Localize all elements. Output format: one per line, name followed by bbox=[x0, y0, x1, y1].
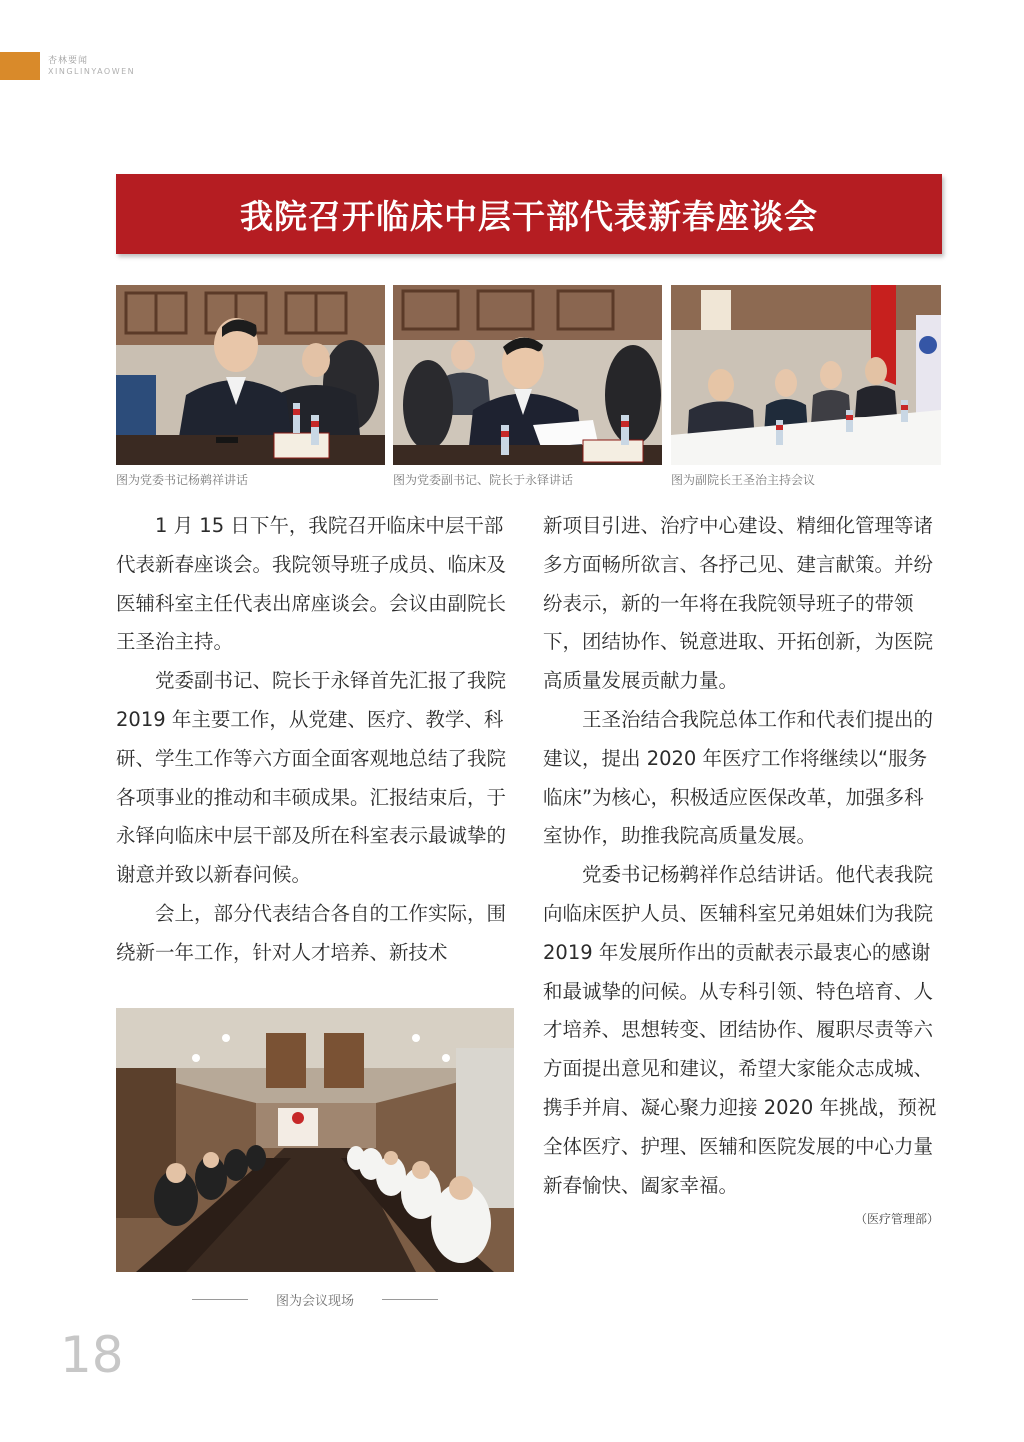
section-name: 杏林要闻 bbox=[48, 56, 89, 66]
paragraph: 党委副书记、院长于永铎首先汇报了我院 2019 年主要工作，从党建、医疗、教学、科研、学生工作等六方面全面客观地总结了我院各项事业的推动和丰硕成果。汇报结束后，于永铎向临床中层干部及所在科室表示最诚挚的谢意并致以新春问候。 bbox=[116, 669, 507, 887]
photo-vice-president-hosting bbox=[671, 285, 941, 465]
caption-rule-right bbox=[382, 1299, 438, 1300]
photo-caption: 图为党委书记杨鹈祥讲话 bbox=[116, 473, 249, 487]
caption-text: 图为会议现场 bbox=[275, 1294, 354, 1309]
photo-president-speech bbox=[393, 285, 662, 465]
article-title: 我院召开临床中层干部代表新春座谈会 bbox=[240, 196, 818, 236]
article-source: （医疗管理部） bbox=[854, 1212, 939, 1227]
paragraph: 党委书记杨鹈祥作总结讲话。他代表我院向临床医护人员、医辅科室兄弟姐妹们为我院 2019 年发展所作出的贡献表示最衷心的感谢和最诚挚的问候。从专科引领、特色培育、人才培养、思想转变、团结协作、履职尽责等六方面提出意见和建议，希望大家能众志成城、携手并肩、凝心聚力迎接 2020 年挑战，预祝全体医疗、护理、医辅和医院发展的中心力量新春愉快、阖家幸福。 bbox=[543, 863, 937, 1197]
paragraph: 新项目引进、治疗中心建设、精细化管理等诸多方面畅所欲言、各抒己见、建言献策。并纷纷表示，新的一年将在我院领导班子的带领下，团结协作、锐意进取、开拓创新，为医院高质量发展贡献力量。 bbox=[543, 514, 934, 693]
paragraph: 会上，部分代表结合各自的工作实际，围绕新一年工作，针对人才培养、新技术 bbox=[116, 901, 507, 964]
caption-rule-left bbox=[192, 1299, 248, 1300]
article-title-banner bbox=[116, 174, 942, 254]
photo-caption: 图为党委副书记、院长于永铎讲话 bbox=[393, 473, 574, 487]
section-name-pinyin: XINGLINYAOWEN bbox=[48, 67, 136, 76]
paragraph: 1 月 15 日下午，我院召开临床中层干部代表新春座谈会。我院领导班子成员、临床及医辅科室主任代表出席座谈会。会议由副院长王圣治主持。 bbox=[116, 514, 507, 654]
photo-party-secretary-speech bbox=[116, 285, 385, 465]
article-body-left-column bbox=[116, 507, 518, 973]
page-number: 18 bbox=[60, 1326, 124, 1384]
meeting-photo-caption bbox=[116, 1290, 514, 1309]
photo-meeting-room bbox=[116, 1008, 514, 1272]
article-body-right-column bbox=[543, 507, 943, 1229]
section-tab-marker bbox=[0, 52, 40, 80]
paragraph: 王圣治结合我院总体工作和代表们提出的建议，提出 2020 年医疗工作将继续以“服务临床”为核心，积极适应医保改革，加强多科室协作，助推我院高质量发展。 bbox=[543, 707, 934, 848]
photo-caption: 图为副院长王圣治主持会议 bbox=[671, 473, 816, 487]
